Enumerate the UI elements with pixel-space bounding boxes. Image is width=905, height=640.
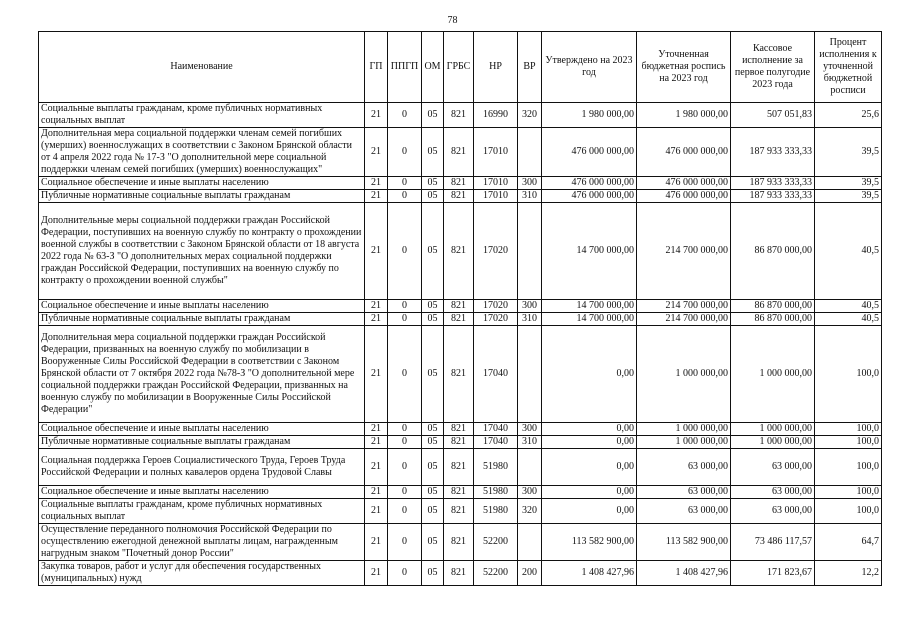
cell-name: Закупка товаров, работ и услуг для обеспечения государственных (муниципальных) нужд bbox=[39, 561, 365, 586]
cell-percent: 100,0 bbox=[815, 449, 882, 486]
cell-cash: 86 870 000,00 bbox=[731, 300, 815, 313]
cell-approved: 1 408 427,96 bbox=[542, 561, 637, 586]
table-row bbox=[39, 326, 882, 423]
cell-approved: 0,00 bbox=[542, 326, 637, 423]
cell-gp: 21 bbox=[365, 524, 388, 561]
header-np: НР bbox=[474, 32, 518, 103]
budget-execution-table bbox=[38, 31, 882, 586]
cell-approved: 113 582 900,00 bbox=[542, 524, 637, 561]
cell-cash: 171 823,67 bbox=[731, 561, 815, 586]
cell-percent: 100,0 bbox=[815, 423, 882, 436]
table-row bbox=[39, 436, 882, 449]
cell-vr: 300 bbox=[518, 486, 542, 499]
cell-name: Социальное обеспечение и иные выплаты населению bbox=[39, 300, 365, 313]
cell-om: 05 bbox=[422, 499, 444, 524]
cell-om: 05 bbox=[422, 190, 444, 203]
cell-percent: 40,5 bbox=[815, 203, 882, 300]
cell-ppgp: 0 bbox=[388, 436, 422, 449]
cell-name: Осуществление переданного полномочия Российской Федерации по осуществлению ежегодной денежной выплаты лицам, награжденным нагрудным знаком "Почетный донор России" bbox=[39, 524, 365, 561]
cell-om: 05 bbox=[422, 103, 444, 128]
cell-om: 05 bbox=[422, 486, 444, 499]
cell-percent: 100,0 bbox=[815, 436, 882, 449]
cell-np: 17010 bbox=[474, 177, 518, 190]
cell-ppgp: 0 bbox=[388, 326, 422, 423]
table-row bbox=[39, 449, 882, 486]
table-row bbox=[39, 499, 882, 524]
cell-om: 05 bbox=[422, 177, 444, 190]
cell-approved: 0,00 bbox=[542, 436, 637, 449]
cell-cash: 63 000,00 bbox=[731, 449, 815, 486]
cell-ppgp: 0 bbox=[388, 524, 422, 561]
cell-grbs: 821 bbox=[444, 423, 474, 436]
cell-gp: 21 bbox=[365, 190, 388, 203]
cell-np: 17010 bbox=[474, 190, 518, 203]
cell-cash: 86 870 000,00 bbox=[731, 203, 815, 300]
cell-np: 52200 bbox=[474, 524, 518, 561]
header-om: ОМ bbox=[422, 32, 444, 103]
cell-refined: 63 000,00 bbox=[637, 499, 731, 524]
cell-cash: 187 933 333,33 bbox=[731, 177, 815, 190]
cell-gp: 21 bbox=[365, 561, 388, 586]
cell-percent: 100,0 bbox=[815, 326, 882, 423]
cell-percent: 39,5 bbox=[815, 177, 882, 190]
cell-vr: 320 bbox=[518, 103, 542, 128]
table-row bbox=[39, 486, 882, 499]
cell-refined: 1 980 000,00 bbox=[637, 103, 731, 128]
page-number: 78 bbox=[447, 15, 458, 26]
cell-ppgp: 0 bbox=[388, 423, 422, 436]
cell-gp: 21 bbox=[365, 423, 388, 436]
cell-approved: 476 000 000,00 bbox=[542, 190, 637, 203]
table-header-row bbox=[39, 32, 882, 103]
table-row bbox=[39, 300, 882, 313]
cell-refined: 476 000 000,00 bbox=[637, 190, 731, 203]
cell-percent: 64,7 bbox=[815, 524, 882, 561]
header-grbs: ГРБС bbox=[444, 32, 474, 103]
cell-ppgp: 0 bbox=[388, 561, 422, 586]
cell-cash: 86 870 000,00 bbox=[731, 313, 815, 326]
cell-vr bbox=[518, 524, 542, 561]
table-row bbox=[39, 524, 882, 561]
cell-approved: 0,00 bbox=[542, 423, 637, 436]
header-cash: Кассовое исполнение за первое полугодие 2023 года bbox=[731, 32, 815, 103]
cell-name: Социальное обеспечение и иные выплаты населению bbox=[39, 177, 365, 190]
cell-ppgp: 0 bbox=[388, 203, 422, 300]
cell-gp: 21 bbox=[365, 436, 388, 449]
cell-ppgp: 0 bbox=[388, 190, 422, 203]
cell-om: 05 bbox=[422, 436, 444, 449]
cell-om: 05 bbox=[422, 313, 444, 326]
cell-cash: 1 000 000,00 bbox=[731, 423, 815, 436]
cell-approved: 0,00 bbox=[542, 499, 637, 524]
cell-ppgp: 0 bbox=[388, 313, 422, 326]
cell-name: Социальное обеспечение и иные выплаты населению bbox=[39, 423, 365, 436]
header-approved: Утверждено на 2023 год bbox=[542, 32, 637, 103]
cell-grbs: 821 bbox=[444, 499, 474, 524]
cell-cash: 507 051,83 bbox=[731, 103, 815, 128]
header-percent: Процент исполнения к уточненной бюджетной росписи bbox=[815, 32, 882, 103]
cell-om: 05 bbox=[422, 326, 444, 423]
cell-cash: 187 933 333,33 bbox=[731, 128, 815, 177]
cell-refined: 63 000,00 bbox=[637, 449, 731, 486]
cell-approved: 0,00 bbox=[542, 449, 637, 486]
cell-cash: 73 486 117,57 bbox=[731, 524, 815, 561]
cell-gp: 21 bbox=[365, 203, 388, 300]
cell-name: Социальное обеспечение и иные выплаты населению bbox=[39, 486, 365, 499]
cell-refined: 1 408 427,96 bbox=[637, 561, 731, 586]
cell-cash: 1 000 000,00 bbox=[731, 436, 815, 449]
cell-name: Дополнительная мера социальной поддержки членам семей погибших (умерших) военнослужащих в соответствии с Законом Брянской области от 4 апреля 2022 года № 17-З "О дополнительной мере социальной поддержки членам семей погибших (умерших) военнослужащих" bbox=[39, 128, 365, 177]
cell-vr: 300 bbox=[518, 423, 542, 436]
cell-cash: 63 000,00 bbox=[731, 499, 815, 524]
cell-vr bbox=[518, 203, 542, 300]
cell-percent: 39,5 bbox=[815, 128, 882, 177]
cell-gp: 21 bbox=[365, 177, 388, 190]
cell-refined: 113 582 900,00 bbox=[637, 524, 731, 561]
cell-refined: 214 700 000,00 bbox=[637, 300, 731, 313]
header-name: Наименование bbox=[39, 32, 365, 103]
cell-gp: 21 bbox=[365, 486, 388, 499]
cell-gp: 21 bbox=[365, 313, 388, 326]
cell-percent: 100,0 bbox=[815, 486, 882, 499]
cell-grbs: 821 bbox=[444, 326, 474, 423]
cell-vr bbox=[518, 449, 542, 486]
cell-vr bbox=[518, 128, 542, 177]
cell-refined: 214 700 000,00 bbox=[637, 313, 731, 326]
cell-om: 05 bbox=[422, 300, 444, 313]
cell-np: 17010 bbox=[474, 128, 518, 177]
cell-approved: 1 980 000,00 bbox=[542, 103, 637, 128]
cell-ppgp: 0 bbox=[388, 177, 422, 190]
cell-gp: 21 bbox=[365, 499, 388, 524]
cell-grbs: 821 bbox=[444, 203, 474, 300]
cell-np: 16990 bbox=[474, 103, 518, 128]
cell-refined: 1 000 000,00 bbox=[637, 423, 731, 436]
cell-om: 05 bbox=[422, 203, 444, 300]
cell-approved: 476 000 000,00 bbox=[542, 128, 637, 177]
cell-name: Публичные нормативные социальные выплаты гражданам bbox=[39, 190, 365, 203]
cell-om: 05 bbox=[422, 449, 444, 486]
table-row bbox=[39, 203, 882, 300]
cell-grbs: 821 bbox=[444, 561, 474, 586]
cell-vr: 310 bbox=[518, 436, 542, 449]
cell-name: Социальная поддержка Героев Социалистического Труда, Героев Труда Российской Федерации и полных кавалеров ордена Трудовой Славы bbox=[39, 449, 365, 486]
cell-vr bbox=[518, 326, 542, 423]
cell-vr: 310 bbox=[518, 190, 542, 203]
cell-np: 17040 bbox=[474, 423, 518, 436]
cell-name: Дополнительные меры социальной поддержки граждан Российской Федерации, поступивших на военную службу по контракту о прохождении военной службы в соответствии с Законом Брянской области от 18 августа 2022 года № 63-З "О дополнительных мерах социальной поддержки граждан Российской Федерации, поступивших на военную службу по контракту о прохождении военной службы" bbox=[39, 203, 365, 300]
cell-name: Публичные нормативные социальные выплаты гражданам bbox=[39, 313, 365, 326]
cell-name: Дополнительная мера социальной поддержки граждан Российской Федерации, призванных на военную службу по мобилизации в Вооруженные Силы Российской Федерации в соответствии с Законом Брянской области от 7 октября 2022 года №78-З "О дополнительной мере социальной поддержки граждан Российской Федерации, призванных на военную службу по мобилизации в Вооруженные Силы Российской Федерации" bbox=[39, 326, 365, 423]
cell-refined: 63 000,00 bbox=[637, 486, 731, 499]
cell-gp: 21 bbox=[365, 128, 388, 177]
cell-ppgp: 0 bbox=[388, 499, 422, 524]
cell-refined: 1 000 000,00 bbox=[637, 326, 731, 423]
cell-np: 51980 bbox=[474, 486, 518, 499]
cell-vr: 300 bbox=[518, 177, 542, 190]
cell-om: 05 bbox=[422, 561, 444, 586]
cell-gp: 21 bbox=[365, 449, 388, 486]
cell-vr: 310 bbox=[518, 313, 542, 326]
cell-grbs: 821 bbox=[444, 300, 474, 313]
table-row bbox=[39, 423, 882, 436]
cell-approved: 476 000 000,00 bbox=[542, 177, 637, 190]
cell-vr: 320 bbox=[518, 499, 542, 524]
cell-np: 17040 bbox=[474, 326, 518, 423]
cell-ppgp: 0 bbox=[388, 449, 422, 486]
cell-refined: 214 700 000,00 bbox=[637, 203, 731, 300]
header-vr: ВР bbox=[518, 32, 542, 103]
cell-vr: 300 bbox=[518, 300, 542, 313]
cell-name: Социальные выплаты гражданам, кроме публичных нормативных социальных выплат bbox=[39, 103, 365, 128]
table-row bbox=[39, 128, 882, 177]
table-row bbox=[39, 190, 882, 203]
table-row bbox=[39, 103, 882, 128]
cell-grbs: 821 bbox=[444, 103, 474, 128]
table-row bbox=[39, 177, 882, 190]
cell-refined: 476 000 000,00 bbox=[637, 128, 731, 177]
cell-gp: 21 bbox=[365, 326, 388, 423]
cell-np: 51980 bbox=[474, 449, 518, 486]
header-ppgp: ППГП bbox=[388, 32, 422, 103]
cell-percent: 12,2 bbox=[815, 561, 882, 586]
cell-percent: 25,6 bbox=[815, 103, 882, 128]
cell-approved: 14 700 000,00 bbox=[542, 300, 637, 313]
cell-cash: 1 000 000,00 bbox=[731, 326, 815, 423]
table-row bbox=[39, 561, 882, 586]
cell-approved: 14 700 000,00 bbox=[542, 313, 637, 326]
cell-vr: 200 bbox=[518, 561, 542, 586]
cell-grbs: 821 bbox=[444, 313, 474, 326]
cell-om: 05 bbox=[422, 524, 444, 561]
cell-np: 17020 bbox=[474, 300, 518, 313]
cell-grbs: 821 bbox=[444, 436, 474, 449]
cell-approved: 0,00 bbox=[542, 486, 637, 499]
cell-refined: 476 000 000,00 bbox=[637, 177, 731, 190]
table-row bbox=[39, 313, 882, 326]
cell-percent: 100,0 bbox=[815, 499, 882, 524]
cell-gp: 21 bbox=[365, 300, 388, 313]
header-gp: ГП bbox=[365, 32, 388, 103]
cell-percent: 39,5 bbox=[815, 190, 882, 203]
cell-np: 17040 bbox=[474, 436, 518, 449]
cell-name: Социальные выплаты гражданам, кроме публичных нормативных социальных выплат bbox=[39, 499, 365, 524]
cell-percent: 40,5 bbox=[815, 300, 882, 313]
cell-grbs: 821 bbox=[444, 524, 474, 561]
cell-ppgp: 0 bbox=[388, 300, 422, 313]
cell-refined: 1 000 000,00 bbox=[637, 436, 731, 449]
cell-om: 05 bbox=[422, 423, 444, 436]
cell-gp: 21 bbox=[365, 103, 388, 128]
cell-grbs: 821 bbox=[444, 486, 474, 499]
cell-grbs: 821 bbox=[444, 177, 474, 190]
cell-name: Публичные нормативные социальные выплаты гражданам bbox=[39, 436, 365, 449]
cell-ppgp: 0 bbox=[388, 103, 422, 128]
header-refined: Уточненная бюджетная роспись на 2023 год bbox=[637, 32, 731, 103]
cell-grbs: 821 bbox=[444, 190, 474, 203]
cell-om: 05 bbox=[422, 128, 444, 177]
cell-np: 52200 bbox=[474, 561, 518, 586]
cell-grbs: 821 bbox=[444, 128, 474, 177]
cell-np: 17020 bbox=[474, 203, 518, 300]
cell-ppgp: 0 bbox=[388, 128, 422, 177]
cell-np: 51980 bbox=[474, 499, 518, 524]
cell-percent: 40,5 bbox=[815, 313, 882, 326]
cell-cash: 187 933 333,33 bbox=[731, 190, 815, 203]
cell-grbs: 821 bbox=[444, 449, 474, 486]
cell-ppgp: 0 bbox=[388, 486, 422, 499]
cell-np: 17020 bbox=[474, 313, 518, 326]
cell-approved: 14 700 000,00 bbox=[542, 203, 637, 300]
cell-cash: 63 000,00 bbox=[731, 486, 815, 499]
